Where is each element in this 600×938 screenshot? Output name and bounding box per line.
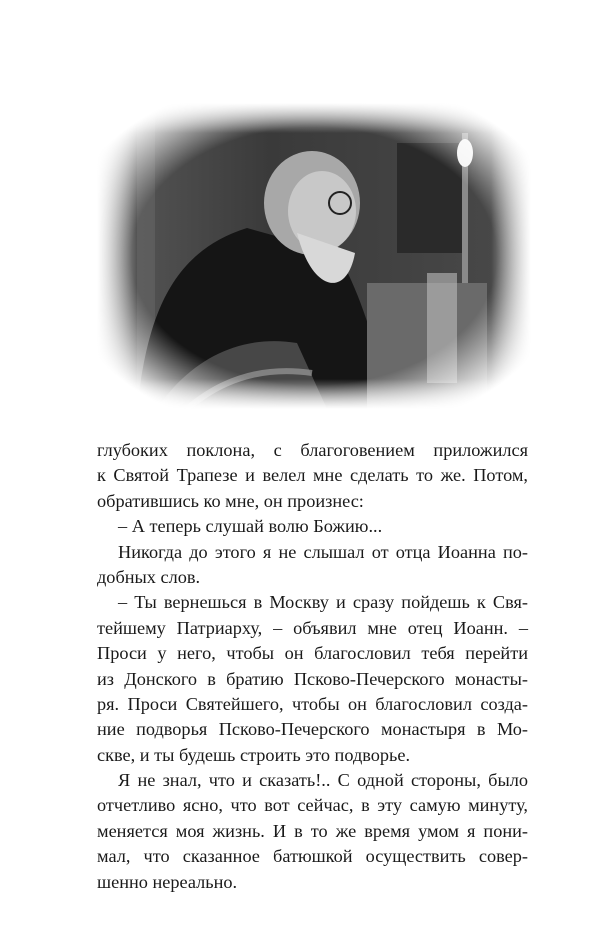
text-line: мал, что сказанное батюшкой осуществить совер- [97, 846, 528, 867]
text-line: ря. Проси Святейшего, чтобы он благословил созда- [97, 693, 528, 714]
body-text [97, 438, 528, 895]
photo-icon [97, 103, 531, 409]
text-line: скве, и ты будешь строить это подворье. [97, 744, 411, 765]
text-line: меняется моя жизнь. И в то же время умом я пони- [97, 820, 528, 841]
text-line: Проси у него, чтобы он благословил тебя перейти [97, 643, 528, 664]
text-line: из Донского в братию Псково-Печерского монасты- [97, 668, 528, 689]
text-line: Никогда до этого я не слышал от отца Иоанна по- [118, 541, 528, 562]
text-line: добных слов. [97, 566, 201, 587]
text-line: глубоких поклона, с благоговением приложился [97, 440, 528, 460]
text-line: – Ты вернешься в Москву и сразу пойдешь к Свя- [118, 592, 528, 613]
photo-priest-at-altar [97, 103, 531, 409]
text-line: отчетливо ясно, что вот сейчас, в эту самую минуту, [97, 795, 528, 816]
text-line: тейшему Патриарху, – объявил мне отец Иоанн. – [97, 617, 528, 638]
text-line: обратившись ко мне, он произнес: [97, 490, 364, 511]
text-line: шенно нереально. [97, 871, 238, 892]
text-line: Я не знал, что и сказать!.. С одной стороны, было [118, 770, 528, 791]
text-line: ние подворья Псково-Печерского монастыря в Мо- [97, 719, 528, 740]
text-line: – А теперь слушай волю Божию... [118, 516, 383, 537]
text-line: к Святой Трапезе и велел мне сделать то же. Потом, [97, 465, 528, 486]
